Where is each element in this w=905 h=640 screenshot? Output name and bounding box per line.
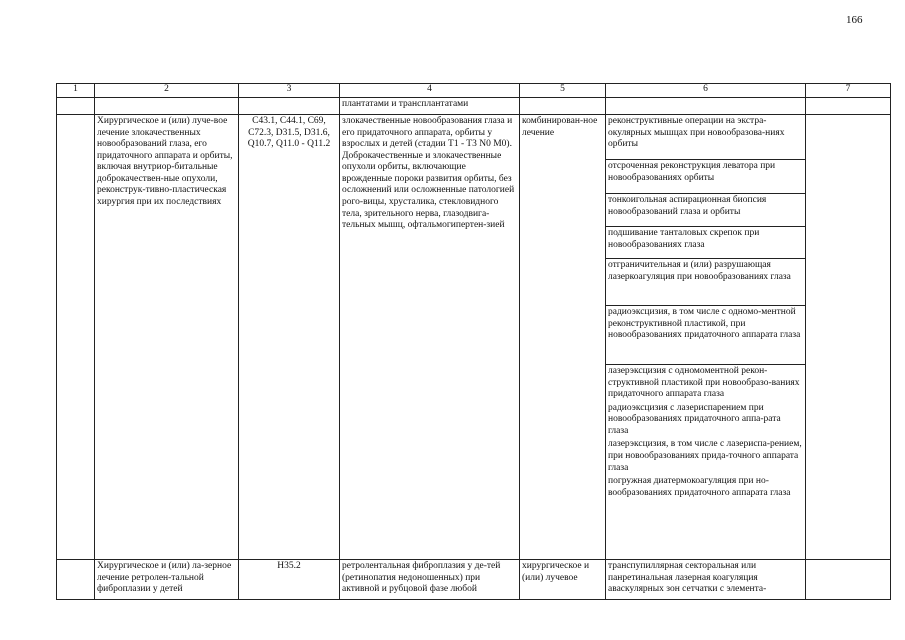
column-number: 7	[806, 84, 891, 98]
diagnosis-description: злокачественные новообразования глаза и его придаточного аппарата, орбиты у взрослых и детей (стадии T1 - T3 N0 M0). Доброкачественные и злокачественные опухоли орбиты, включающие врожденные пороки развития орбиты, без осложнений или осложненные патологией рого-вицы, хрусталика, стекловидного тела, зрительного нерва, глазодвига-тельных мышц, офтальмогипертен-зией	[340, 115, 520, 560]
page-number: 166	[846, 14, 863, 26]
column-number-row	[57, 84, 891, 98]
icd-codes: H35.2	[239, 560, 340, 600]
diagnosis-description: ретролентальная фиброплазия у де-тей (ретинопатия недоношенных) при активной и рубцовой фазе любой	[340, 560, 520, 600]
cell-empty	[57, 115, 95, 560]
column-number: 2	[95, 84, 239, 98]
method-item: радиоэксцизия, в том числе с одномо-ментной реконструктивной пластикой, при новообразованиях придаточного аппарата глаза	[606, 305, 805, 364]
method-item: лазерэксцизия с одномоментной рекон-структивной пластикой при новообразо-ваниях придаточного аппарата глаза	[606, 364, 805, 402]
cell-empty	[520, 98, 606, 115]
procedures-table	[56, 83, 891, 600]
method-item: подшивание танталовых скрепок при новообразованиях глаза	[606, 226, 805, 258]
method-item: отсроченная реконструкция леватора при новообразованиях орбиты	[606, 159, 805, 193]
continuation-row	[57, 98, 891, 115]
method-item: отграничительная и (или) разрушающая лазеркоагуляция при новообразованиях глаза	[606, 258, 805, 305]
cell-empty	[806, 98, 891, 115]
cell-empty	[806, 560, 891, 600]
treatment-name: Хирургическое и (или) ла-зерное лечение ретролен-тальной фиброплазии у детей	[95, 560, 239, 600]
icd-codes: C43.1, C44.1, C69, C72.3, D31.5, D31.6, Q10.7, Q11.0 - Q11.2	[239, 115, 340, 560]
cell-empty	[57, 98, 95, 115]
column-number: 5	[520, 84, 606, 98]
cell-empty	[606, 98, 806, 115]
table-row	[57, 115, 891, 560]
method-item: лазерэксцизия, в том числе с лазериспа-рением, при новообразованиях прида-точного аппарата глаза	[608, 439, 802, 473]
column-number: 4	[340, 84, 520, 98]
cell-empty	[239, 98, 340, 115]
treatment-type: хирургическое и (или) лучевое	[520, 560, 606, 600]
cell-empty	[57, 560, 95, 600]
method-item: транспупиллярная секторальная или панретинальная лазерная коагуляция аваскулярных зон сетчатки с элемента-	[606, 560, 806, 600]
cell-empty	[806, 115, 891, 560]
table-row	[57, 560, 891, 600]
method-item: радиоэксцизия с лазериспарением при новообразованиях придаточного аппа-рата глаза	[608, 402, 781, 436]
column-number: 3	[239, 84, 340, 98]
method-item: тонкоигольная аспирационная биопсия новообразований глаза и орбиты	[606, 193, 805, 226]
treatment-type: комбинирован-ное лечение	[520, 115, 606, 560]
method-item: реконструктивные операции на экстра-окулярных мышцах при новообразова-ниях орбиты	[608, 116, 785, 150]
method-item: погружная диатермокоагуляция при но-вообразованиях придаточного аппарата глаза	[608, 476, 791, 498]
column-number: 1	[57, 84, 95, 98]
continuation-text: плантатами и трансплантатами	[340, 98, 520, 115]
cell-empty	[95, 98, 239, 115]
treatment-name: Хирургическое и (или) луче-вое лечение злокачественных новообразований глаза, его придаточного аппарата и орбиты, включая внутриор-битальные доброкачествен-ные опухоли, реконструк-тивно-пластическая хирургия при их последствиях	[95, 115, 239, 560]
methods-list	[606, 115, 806, 560]
column-number: 6	[606, 84, 806, 98]
